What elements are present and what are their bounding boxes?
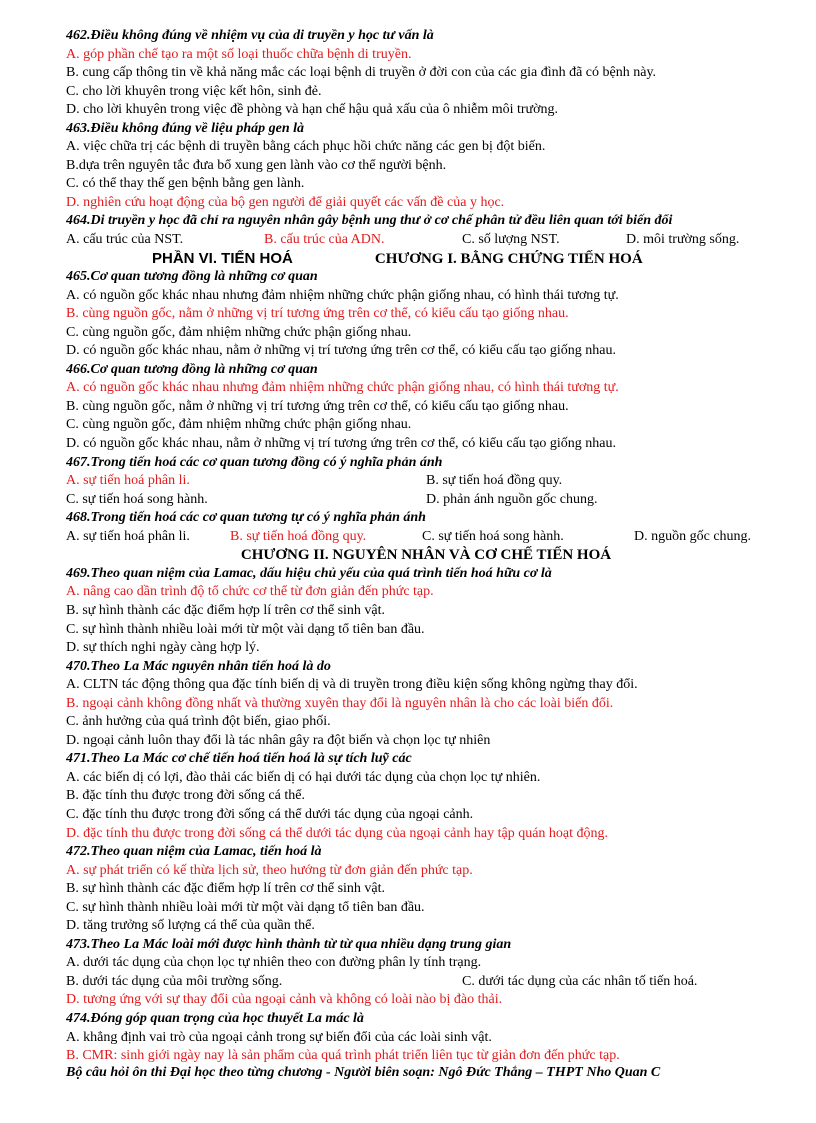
question-463: 463.Điều không đúng về liệu pháp gen là xyxy=(66,120,305,136)
answer-469-a: A. nâng cao dần trình độ tổ chức cơ thể từ đơn giản đến phức tạp. xyxy=(66,584,434,600)
answer-471-d: D. đặc tính thu được trong đời sống cá thể dưới tác dụng của ngoại cảnh hay tập quán hoạt động. xyxy=(66,825,609,841)
option-468-c: C. sự tiến hoá song hành. xyxy=(422,528,564,544)
option-467-d: D. phản ánh nguồn gốc chung. xyxy=(426,491,598,507)
option-464-d: D. môi trường sống. xyxy=(626,232,740,248)
answer-474-b: B. CMR: sinh giới ngày nay là sản phẩm của quá trình phát triển liên tục từ giản đơn đến phức tạp. xyxy=(66,1048,620,1064)
option-462-c: C. cho lời khuyên trong việc kết hôn, sinh đẻ. xyxy=(66,83,322,99)
option-470-d: D. ngoại cảnh luôn thay đổi là tác nhân gây ra đột biến và chọn lọc tự nhiên xyxy=(66,732,491,748)
question-462: 462.Điều không đúng về nhiệm vụ của di truyền y học tư vấn là xyxy=(66,28,434,43)
options-467-cd xyxy=(66,491,786,510)
option-472-b: B. sự hình thành các đặc điểm hợp lí trên cơ thể sinh vật. xyxy=(66,881,386,897)
option-462-b: B. cung cấp thông tin về khả năng mắc các loại bệnh di truyền ở đời con của các gia đình đã có bệnh này. xyxy=(66,65,657,81)
question-469: 469.Theo quan niệm của Lamac, dấu hiệu chủ yếu của quá trình tiến hoá hữu cơ là xyxy=(66,565,552,581)
option-464-c: C. số lượng NST. xyxy=(462,232,560,248)
section-heading xyxy=(66,250,786,269)
option-465-d: D. có nguồn gốc khác nhau, nằm ở những vị trí tương ứng trên cơ thể, có kiểu cấu tạo giống nhau. xyxy=(66,343,617,359)
chapter-2-heading xyxy=(66,546,786,565)
option-466-c: C. cùng nguồn gốc, đảm nhiệm những chức phận giống nhau. xyxy=(66,417,412,433)
option-463-c: C. có thể thay thế gen bệnh bằng gen lành. xyxy=(66,176,305,192)
options-473-bc xyxy=(66,973,786,992)
document-page xyxy=(66,27,786,1066)
options-468 xyxy=(66,528,786,547)
option-463-a: A. việc chữa trị các bệnh di truyền bằng cách phục hồi chức năng các gen bị đột biến. xyxy=(66,139,546,155)
option-474-a: A. khẳng định vai trò của ngoại cảnh trong sự biến đổi của các loài sinh vật. xyxy=(66,1029,492,1045)
option-466-b: B. cùng nguồn gốc, nằm ở những vị trí tương ứng trên cơ thể, có kiểu cấu tạo giống nhau. xyxy=(66,398,569,414)
option-467-c: C. sự tiến hoá song hành. xyxy=(66,491,208,507)
answer-468-b: B. sự tiến hoá đồng quy. xyxy=(230,528,367,544)
option-468-a: A. sự tiến hoá phân li. xyxy=(66,528,190,544)
option-466-d: D. có nguồn gốc khác nhau, nằm ở những vị trí tương ứng trên cơ thể, có kiểu cấu tạo giống nhau. xyxy=(66,436,617,452)
option-470-a: A. CLTN tác động thông qua đặc tính biến dị và di truyền trong điều kiện sống không ngừng thay đổi. xyxy=(66,677,638,693)
option-464-a: A. cấu trúc của NST. xyxy=(66,232,184,248)
answer-463-d: D. nghiên cứu hoạt động của bộ gen người để giải quyết các vấn đề của y học. xyxy=(66,194,505,210)
part-title: PHẦN VI. TIẾN HOÁ xyxy=(152,249,293,267)
option-470-c: C. ảnh hưởng của quá trình đột biến, giao phối. xyxy=(66,714,331,730)
option-473-b: B. dưới tác dụng của môi trường sống. xyxy=(66,973,283,989)
option-471-a: A. các biến dị có lợi, đào thải các biến dị có hại dưới tác dụng của chọn lọc tự nhiên. xyxy=(66,769,541,785)
answer-462-a: A. góp phần chế tạo ra một số loại thuốc chữa bệnh di truyền. xyxy=(66,46,412,62)
option-468-d: D. nguồn gốc chung. xyxy=(634,528,752,544)
option-465-c: C. cùng nguồn gốc, đảm nhiệm những chức phận giống nhau. xyxy=(66,324,412,340)
option-469-d: D. sự thích nghi ngày càng hợp lý. xyxy=(66,640,260,656)
option-465-a: A. có nguồn gốc khác nhau nhưng đảm nhiệm những chức phận giống nhau, có hình thái tương tự. xyxy=(66,287,619,303)
options-467-ab xyxy=(66,472,786,491)
option-472-c: C. sự hình thành nhiều loài mới từ một vài dạng tổ tiên ban đầu. xyxy=(66,899,425,915)
answer-470-b: B. ngoại cảnh không đồng nhất và thường xuyên thay đổi là nguyên nhân là cho các loài biến đổi. xyxy=(66,695,614,711)
question-470: 470.Theo La Mác nguyên nhân tiến hoá là do xyxy=(66,658,331,674)
option-469-b: B. sự hình thành các đặc điểm hợp lí trên cơ thể sinh vật. xyxy=(66,602,386,618)
option-467-b: B. sự tiến hoá đồng quy. xyxy=(426,473,563,489)
answer-466-a: A. có nguồn gốc khác nhau nhưng đảm nhiệm những chức phận giống nhau, có hình thái tương tự. xyxy=(66,380,619,396)
question-471: 471.Theo La Mác cơ chế tiến hoá tiến hoá là sự tích luỹ các xyxy=(66,751,412,767)
answer-464-b: B. cấu trúc của ADN. xyxy=(264,232,385,248)
question-473: 473.Theo La Mác loài mới được hình thành từ từ qua nhiều dạng trung gian xyxy=(66,936,512,952)
answer-467-a: A. sự tiến hoá phân li. xyxy=(66,473,190,489)
question-472: 472.Theo quan niệm của Lamac, tiến hoá là xyxy=(66,844,322,860)
option-473-a: A. dưới tác dụng của chọn lọc tự nhiên theo con đường phân ly tính trạng. xyxy=(66,955,482,971)
answer-465-b: B. cùng nguồn gốc, nằm ở những vị trí tương ứng trên cơ thể, có kiểu cấu tạo giống nhau. xyxy=(66,306,569,322)
answer-472-a: A. sự phát triển có kế thừa lịch sử, theo hướng từ đơn giản đến phức tạp. xyxy=(66,862,473,878)
question-474: 474.Đóng góp quan trọng của học thuyết La mác là xyxy=(66,1010,364,1026)
question-468: 468.Trong tiến hoá các cơ quan tương tự có ý nghĩa phản ánh xyxy=(66,510,426,526)
question-464: 464.Di truyền y học đã chỉ ra nguyên nhân gây bệnh ung thư ở cơ chế phân tử đều liên quan tới biến đổi xyxy=(66,213,673,229)
option-471-c: C. đặc tính thu được trong đời sống cá thể dưới tác dụng của ngoại cảnh. xyxy=(66,806,474,822)
option-463-b: B.dựa trên nguyên tắc đưa bổ xung gen lành vào cơ thể người bệnh. xyxy=(66,157,447,173)
question-467: 467.Trong tiến hoá các cơ quan tương đồng có ý nghĩa phản ánh xyxy=(66,454,443,470)
question-466: 466.Cơ quan tương đồng là những cơ quan xyxy=(66,361,318,377)
question-465: 465.Cơ quan tương đồng là những cơ quan xyxy=(66,269,318,285)
option-472-d: D. tăng trưởng số lượng cá thể của quần thể. xyxy=(66,918,315,934)
answer-473-d: D. tương ứng với sự thay đổi của ngoại cảnh và không có loài nào bị đào thải. xyxy=(66,992,503,1008)
options-464 xyxy=(66,231,786,250)
option-469-c: C. sự hình thành nhiều loài mới từ một vài dạng tổ tiên ban đầu. xyxy=(66,621,425,637)
option-462-d: D. cho lời khuyên trong việc đề phòng và hạn chế hậu quả xấu của ô nhiễm môi trường. xyxy=(66,102,559,118)
page-footer: Bộ câu hỏi ôn thi Đại học theo từng chương - Người biên soạn: Ngô Đức Thắng – THPT Nho Quan C xyxy=(66,1065,661,1080)
chapter-1-title: CHƯƠNG I. BẰNG CHỨNG TIẾN HOÁ xyxy=(374,250,643,267)
option-473-c: C. dưới tác dụng của các nhân tố tiến hoá. xyxy=(462,973,698,989)
chapter-2-title: CHƯƠNG II. NGUYÊN NHÂN VÀ CƠ CHẾ TIẾN HOÁ xyxy=(240,547,612,564)
option-471-b: B. đặc tính thu được trong đời sống cá thể. xyxy=(66,788,305,804)
